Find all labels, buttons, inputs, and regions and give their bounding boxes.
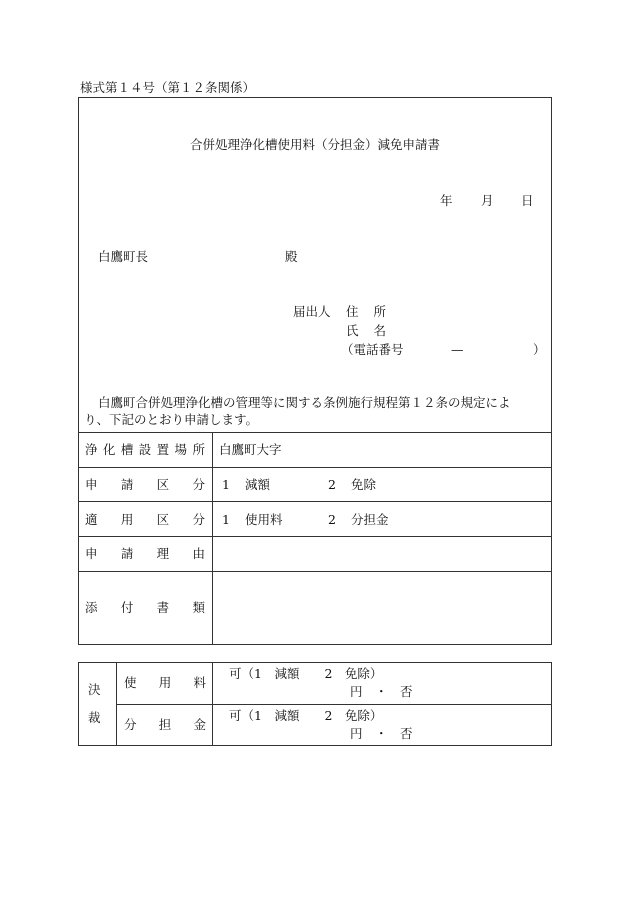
table-divider: [78, 467, 552, 468]
decision-usage-fee-options[interactable]: 可（1 減額 2 免除）: [229, 666, 383, 681]
option-exemption[interactable]: 免除: [351, 477, 377, 492]
addressee-name: 白鷹町長: [98, 249, 149, 264]
table-divider: [116, 704, 552, 705]
option-1-number: 1: [222, 512, 230, 527]
label-decision-usage-fee: 使 用 料: [124, 675, 206, 690]
application-form-box: [78, 97, 552, 645]
phone-dash: —: [451, 342, 464, 357]
option-1-number: 1: [222, 477, 230, 492]
table-divider: [78, 536, 552, 537]
date-month: 月: [481, 193, 494, 208]
decision-header-1: 決: [88, 682, 101, 697]
option-contribution[interactable]: 分担金: [351, 512, 389, 527]
decision-contribution-options[interactable]: 可（1 減額 2 免除）: [229, 708, 383, 723]
label-decision-contribution: 分 担 金: [124, 717, 206, 732]
label-applicable-type: 適 用 区 分: [85, 512, 205, 527]
addressee-honorific: 殿: [285, 249, 298, 264]
body-text-line2: り、下記のとおり申請します。: [84, 412, 259, 427]
form-number: 様式第１４号（第１２条関係）: [80, 80, 256, 95]
form-title: 合併処理浄化槽使用料（分担金）減免申請書: [189, 137, 440, 152]
option-2-number: 2: [328, 477, 336, 492]
label-installation-location: 浄 化 槽 設 置 場 所: [85, 442, 205, 457]
applicant-label: 届出人: [293, 304, 331, 319]
phone-close: ）: [533, 342, 546, 357]
table-divider: [78, 432, 552, 433]
table-divider: [78, 571, 552, 572]
decision-usage-fee-amount[interactable]: 円 ・ 否: [350, 684, 413, 699]
phone-label: （電話番号: [341, 342, 404, 357]
option-usage-fee[interactable]: 使用料: [245, 512, 283, 527]
table-divider: [78, 501, 552, 502]
body-text-line1: 白鷹町合併処理浄化槽の管理等に関する条例施行規程第１２条の規定によ: [98, 395, 511, 410]
date-year: 年: [440, 193, 453, 208]
option-reduction[interactable]: 減額: [245, 477, 271, 492]
address-label: 住 所: [346, 304, 386, 319]
decision-contribution-amount[interactable]: 円 ・ 否: [350, 726, 413, 741]
label-application-reason: 申 請 理 由: [85, 546, 205, 561]
decision-header-2: 裁: [88, 710, 101, 725]
label-application-type: 申 請 区 分: [85, 477, 205, 492]
option-2-number: 2: [328, 512, 336, 527]
name-label: 氏 名: [346, 323, 386, 338]
label-attached-documents: 添 付 書 類: [85, 600, 205, 615]
installation-location-value[interactable]: 白鷹町大字: [219, 442, 282, 457]
date-day: 日: [521, 193, 534, 208]
table-column-divider: [212, 432, 213, 645]
